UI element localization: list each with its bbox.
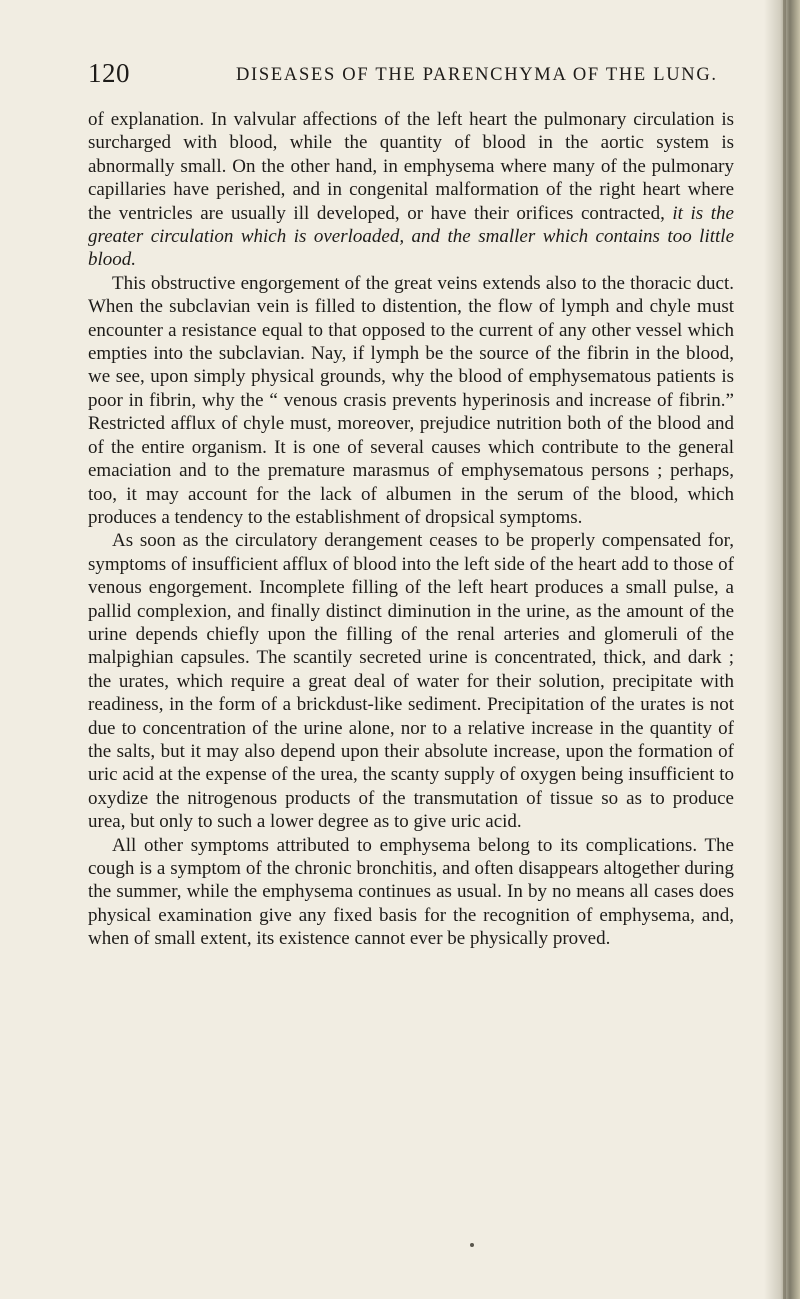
paragraph-1-text: of explanation. In valvular affections of the left heart the pulmonary circulation is surcharged with blood, while the quantity of blood in the aortic system is abnormally small. On the other hand, in emphysema where many of the pulmonary capillaries have perished, and in congenital malformation of the right heart where the ventricles are usually ill developed, or have their orifices contracted, [88,109,734,224]
body-text [88,108,734,951]
paragraph-2: This obstructive engorgement of the great veins extends also to the thoracic duct. When the subclavian vein is filled to distention, the flow of lymph and chyle must encounter a resistance equal to that opposed to the current of any other vessel which empties into the subclavian. Nay, if lymph be the source of the fibrin in the blood, we see, upon simply physical grounds, why the blood of emphysematous patients is poor in fibrin, why the “ venous crasis prevents hyperinosis and increase of fibrin.” Restricted afflux of chyle must, moreover, prejudice nutrition both of the blood and of the entire organism. It is one of several causes which contribute to the general emaciation and to the premature marasmus of emphysematous persons ; perhaps, too, it may account for the lack of albumen in the serum of the blood, which produces a tendency to the establishment of dropsical symptoms. [88,272,734,528]
page-number: 120 [88,58,130,88]
paragraph-3: As soon as the circulatory derangement ceases to be properly compensated for, symptoms of insufficient afflux of blood into the left side of the heart add to those of venous engorgement. Incomplete filling of the left heart produces a small pulse, a pallid complexion, and finally distinct diminution in the urine, as the amount of the urine depends chiefly upon the filling of the renal arteries and glomeruli of the malpighian capsules. The scantily secreted urine is concentrated, thick, and dark ; the urates, which require a great deal of water for their solution, precipitate with readiness, in the form of a brickdust-like sediment. Precipitation of the urates is not due to concentration of the urine alone, nor to a relative increase in the quantity of the salts, but it may also depend upon their absolute increase, upon the formation of uric acid at the expense of the urea, the scanty supply of oxygen being insufficient to oxydize the nitrogenous products of the transmutation of tissue so as to produce urea, but only to such a lower degree as to give uric acid. [88,530,734,833]
paragraph-4: All other symptoms attributed to emphysema belong to its complications. The cough is a symptom of the chronic bronchitis, and often disappears altogether during the summer, while the emphysema continues as usual. In by no means all cases does physical examination give any fixed basis for the recognition of emphysema, and, when of small extent, its existence cannot ever be physically proved. [88,834,734,950]
paragraph-1 [88,108,734,272]
page-gutter-line [783,0,786,1299]
page-header [88,58,728,90]
page-edge-shadow [764,0,800,1299]
paragraph-1-italic: it is the greater circulation which is overloaded, and the smaller which contains too little blood. [88,202,734,271]
running-head: DISEASES OF THE PARENCHYMA OF THE LUNG. [236,65,718,85]
print-speck [470,1243,474,1247]
